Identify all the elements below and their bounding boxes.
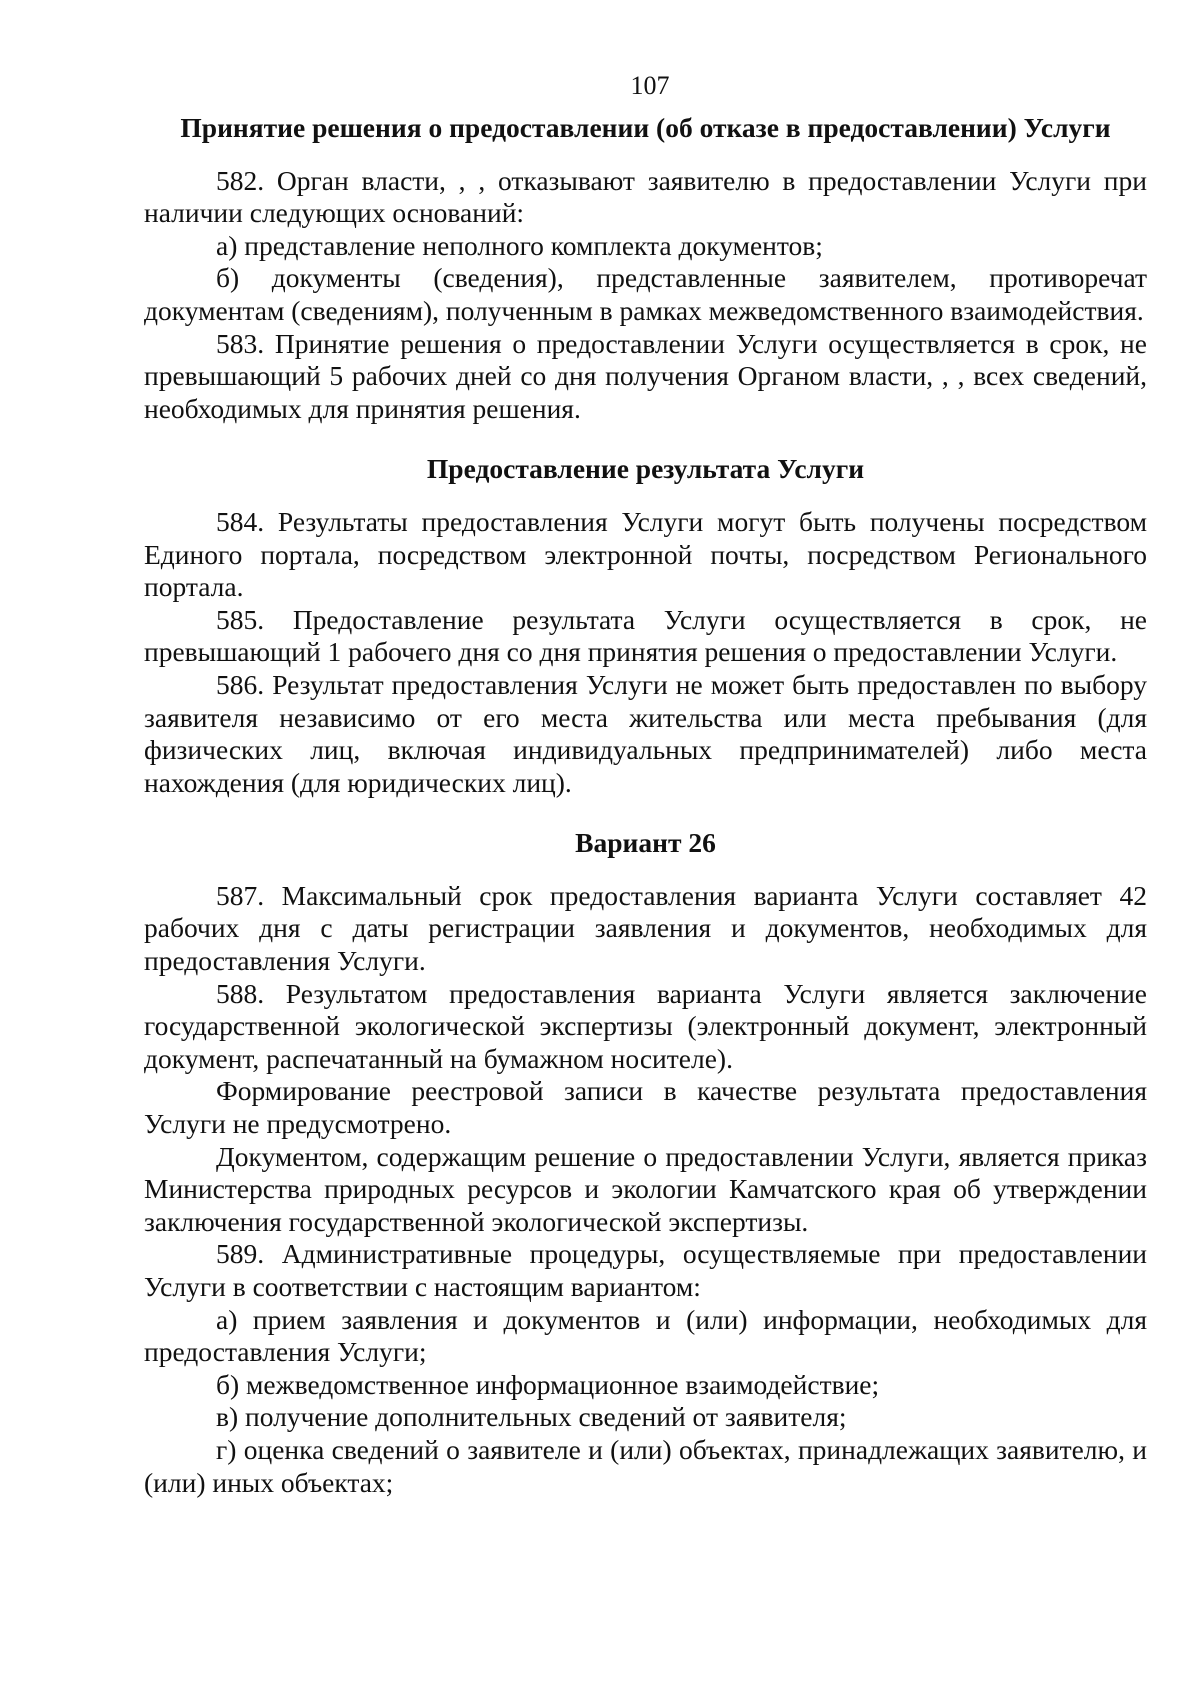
paragraph-589: 589. Административные процедуры, осуществляемые при предоставлении Услуги в соответствии с настоящим вариантом: [144, 1238, 1147, 1302]
section-heading-result: Предоставление результата Услуги [426, 453, 865, 485]
paragraph-584: 584. Результаты предоставления Услуги могут быть получены посредством Единого портала, посредством электронной почты, посредством Регионального портала. [144, 505, 1147, 603]
list-item-b: б) межведомственное информационное взаимодействие; [216, 1368, 880, 1400]
spacer [144, 799, 1147, 827]
document-body [144, 112, 1147, 1499]
paragraph-registry-record: Формирование реестровой записи в качестве результата предоставления Услуги не предусмотрено. [144, 1075, 1147, 1140]
paragraph-decision-document: Документом, содержащим решение о предоставлении Услуги, является приказ Министерства природных ресурсов и экологии Камчатского края об утверждении заключения государственной экологической экспертизы. [144, 1140, 1147, 1237]
paragraph-583: 583. Принятие решения о предоставлении Услуги осуществляется в срок, не превышающий 5 рабочих дней со дня получения Органом власти, , , всех сведений, необходимых для принятия решения. [144, 327, 1147, 424]
list-item-g: г) оценка сведений о заявителе и (или) объектах, принадлежащих заявителю, и (или) иных объектах; [144, 1433, 1147, 1498]
paragraph-587: 587. Максимальный срок предоставления варианта Услуги составляет 42 рабочих дня с даты регистрации заявления и документов, необходимых для предоставления Услуги. [144, 879, 1147, 977]
spacer [144, 486, 1147, 506]
section-heading-variant: Вариант 26 [575, 827, 716, 859]
list-item-a: а) прием заявления и документов и (или) информации, необходимых для предоставления Услуги; [144, 1303, 1147, 1368]
paragraph-582: 582. Орган власти, , , отказывают заявителю в предоставлении Услуги при наличии следующих оснований: [144, 164, 1147, 229]
paragraph-585: 585. Предоставление результата Услуги осуществляется в срок, не превышающий 1 рабочего дня со дня принятия решения о предоставлении Услуги. [144, 603, 1147, 668]
section-heading-decision: Принятие решения о предоставлении (об отказе в предоставлении) Услуги [180, 112, 1111, 143]
page-number: 107 [630, 71, 670, 100]
paragraph-586: 586. Результат предоставления Услуги не может быть предоставлен по выбору заявителя независимо от его места жительства или места пребывания (для физических лиц, включая индивидуальных предпринимателей) либо места нахождения (для юридических лиц). [144, 668, 1147, 798]
list-item-a: а) представление неполного комплекта документов; [216, 229, 823, 261]
spacer [144, 860, 1147, 880]
spacer [144, 425, 1147, 453]
list-item-b: б) документы (сведения), представленные заявителем, противоречат документам (сведениям), полученным в рамках межведомственного взаимодействия. [144, 262, 1147, 326]
paragraph-588: 588. Результатом предоставления варианта Услуги является заключение государственной экологической экспертизы (электронный документ, электронный документ, распечатанный на бумажном носителе). [144, 977, 1147, 1074]
spacer [144, 145, 1147, 165]
list-item-v: в) получение дополнительных сведений от заявителя; [216, 1401, 847, 1433]
